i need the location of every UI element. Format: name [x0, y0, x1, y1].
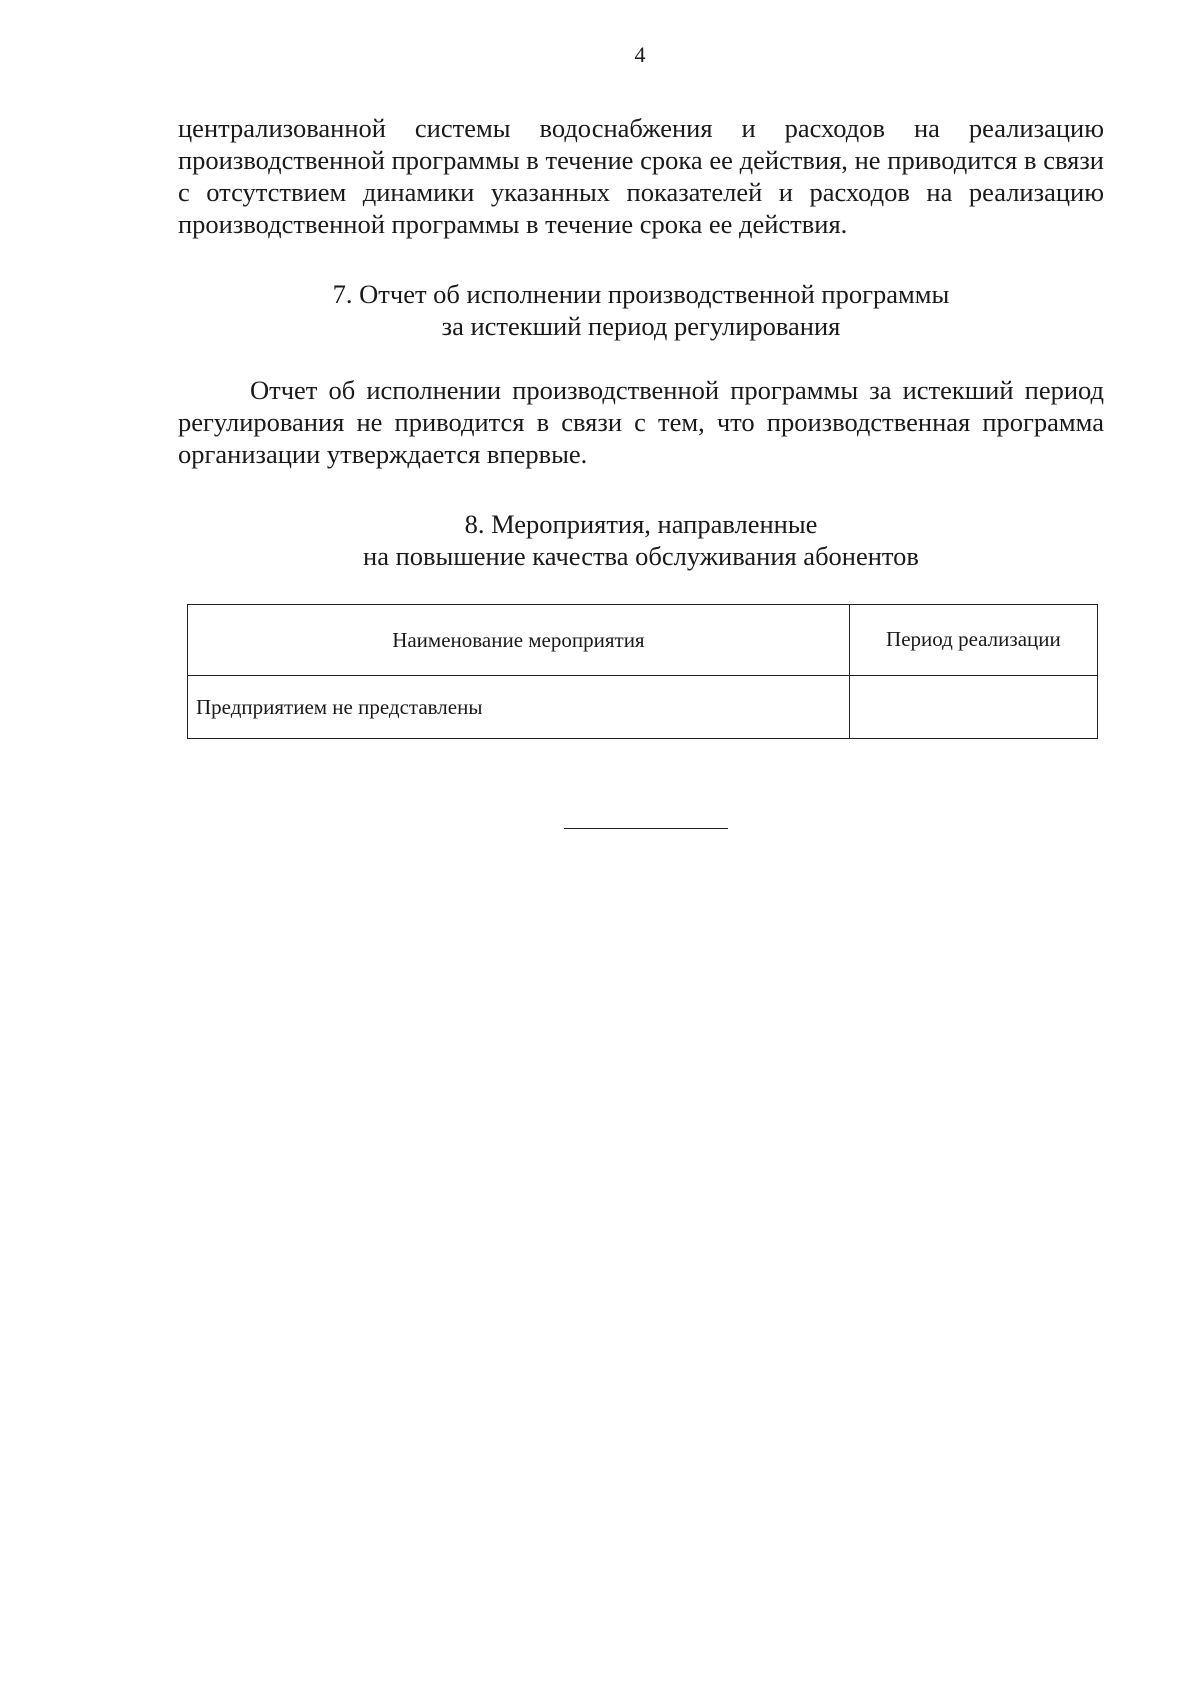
- section-7-heading-line-1: 7. Отчет об исполнении производственной программы: [332, 279, 950, 309]
- page-number: 4: [634, 42, 646, 67]
- section-7-paragraph: Отчет об исполнении производственной программы за истекший период регулирования не приводится в связи с тем, что производственная программа организации утверждается впервые.: [178, 375, 1104, 469]
- end-of-document-rule: [564, 828, 728, 829]
- cell-measure-name: Предприятием не представлены: [188, 676, 850, 739]
- table-header-row: [188, 605, 1098, 676]
- header-measure-name: Наименование мероприятия: [188, 605, 850, 676]
- table-row: [188, 676, 1098, 739]
- section-7-heading-line-2: за истекший период регулирования: [441, 311, 841, 341]
- cell-implementation-period: [849, 676, 1097, 739]
- measures-table: [187, 604, 1098, 739]
- section-8-heading: [178, 508, 1104, 572]
- section-8-heading-line-1: 8. Мероприятия, направленные: [464, 509, 818, 539]
- section-7-heading: [178, 278, 1104, 342]
- header-implementation-period: Период реализации: [849, 605, 1097, 676]
- section-8-heading-line-2: на повышение качества обслуживания абонентов: [363, 541, 919, 571]
- intro-paragraph: централизованной системы водоснабжения и расходов на реализацию производственной программы в течение срока ее действия, не приводится в связи с отсутствием динамики указанных показателей и расходов на реализацию производственной программы в течение срока ее действия.: [178, 113, 1104, 239]
